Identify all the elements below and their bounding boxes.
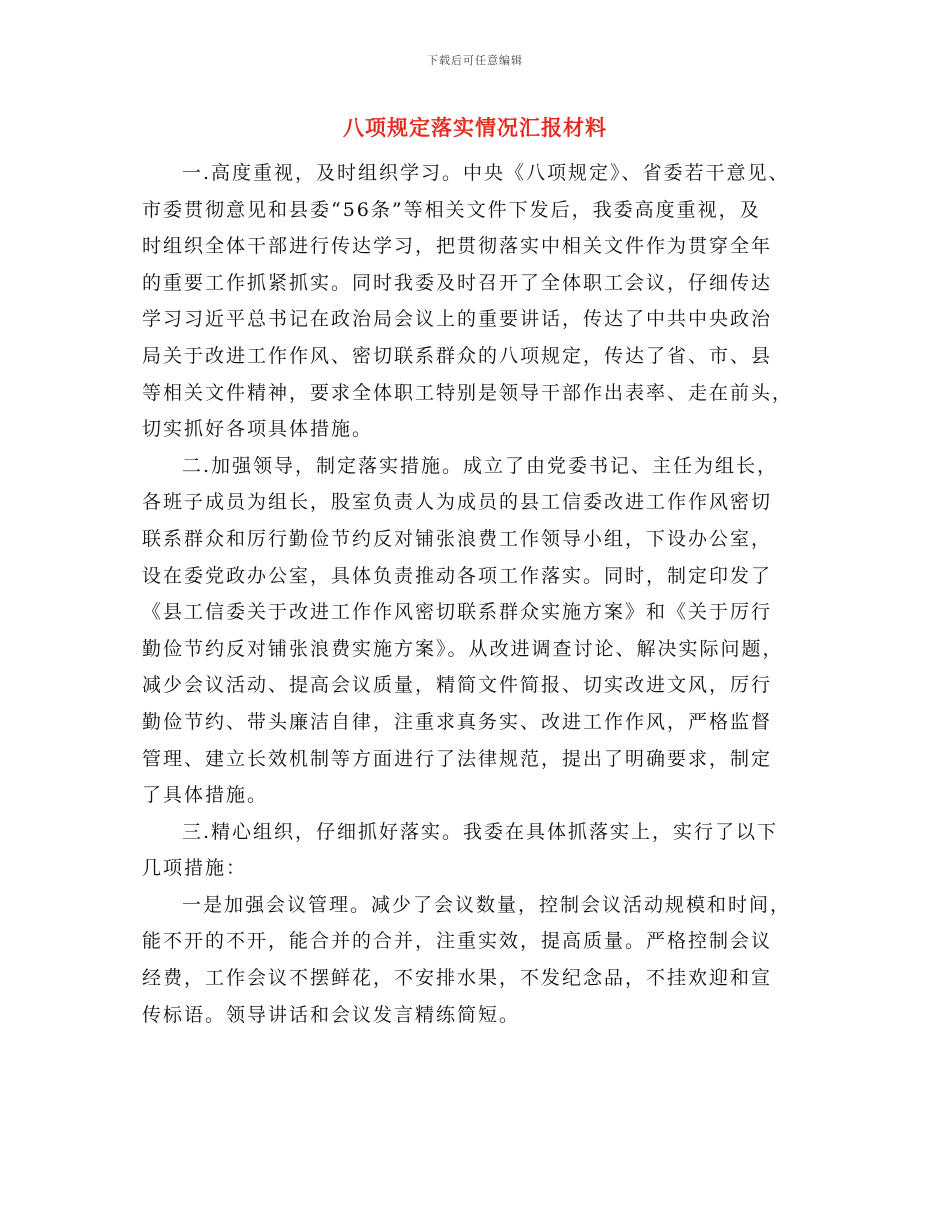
paragraph-1-line: 局关于改进工作作风、密切联系群众的八项规定，传达了省、市、县 (142, 344, 773, 367)
paragraph-1-line: 等相关文件精神，要求全体职工特别是领导干部作出表率、走在前头， (142, 381, 794, 404)
document-body (142, 155, 810, 1033)
paragraph-4-line: 一是加强会议管理。减少了会议数量，控制会议活动规模和时间， (182, 893, 792, 916)
paragraph-2-line: 勤俭节约反对铺张浪费实施方案》。从改进调查讨论、解决实际问题， (142, 637, 784, 660)
paragraph-1-line: 学习习近平总书记在政治局会议上的重要讲话，传达了中共中央政治 (142, 308, 773, 331)
paragraph-3-line: 三.精心组织，仔细抓好落实。我委在具体抓落实上，实行了以下 (182, 820, 779, 843)
paragraph-2-line: 各班子成员为组长，股室负责人为成员的县工信委改进工作作风密切 (142, 491, 773, 514)
paragraph-2-line: 了具体措施。 (142, 784, 269, 807)
paragraph-1-line: 市委贯彻意见和县委“56条”等相关文件下发后，我委高度重视，及 (142, 198, 761, 221)
paragraph-4-line: 传标语。领导讲话和会议发言精练简短。 (142, 1003, 521, 1026)
paragraph-2-line: 设在委党政办公室，具体负责推动各项工作落实。同时，制定印发了 (142, 564, 773, 587)
paragraph-2-line: 勤俭节约、带头廉洁自律，注重求真务实、改进工作作风，严格监督 (142, 710, 773, 733)
paragraph-3-line: 几项措施： (142, 857, 248, 880)
paragraph-2-line: 二.加强领导，制定落实措施。成立了由党委书记、主任为组长， (182, 454, 779, 477)
paragraph-1-line: 切实抓好各项具体措施。 (142, 418, 374, 441)
paragraph-1-line: 的重要工作抓紧抓实。同时我委及时召开了全体职工会议，仔细传达 (142, 271, 773, 294)
document-title: 八项规定落实情况汇报材料 (343, 116, 607, 140)
paragraph-2-line: 减少会议活动、提高会议质量，精简文件简报、切实改进文风，厉行 (142, 674, 773, 697)
paragraph-1-line: 时组织全体干部进行传达学习，把贯彻落实中相关文件作为贯穿全年 (142, 235, 773, 258)
paragraph-2-line: 《县工信委关于改进工作作风密切联系群众实施方案》和《关于厉行 (142, 601, 773, 624)
paragraph-2-line: 管理、建立长效机制等方面进行了法律规范，提出了明确要求，制定 (142, 747, 773, 770)
paragraph-2-line: 联系群众和厉行勤俭节约反对铺张浪费工作领导小组，下设办公室， (142, 527, 773, 550)
paragraph-1-line: 一.高度重视，及时组织学习。中央《八项规定》、省委若干意见、 (182, 162, 790, 184)
paragraph-4-line: 能不开的不开，能合并的合并，注重实效，提高质量。严格控制会议 (142, 930, 773, 953)
paragraph-4-line: 经费，工作会议不摆鲜花，不安排水果，不发纪念品，不挂欢迎和宣 (142, 967, 773, 990)
page-header-note: 下载后可任意编辑 (427, 54, 523, 67)
